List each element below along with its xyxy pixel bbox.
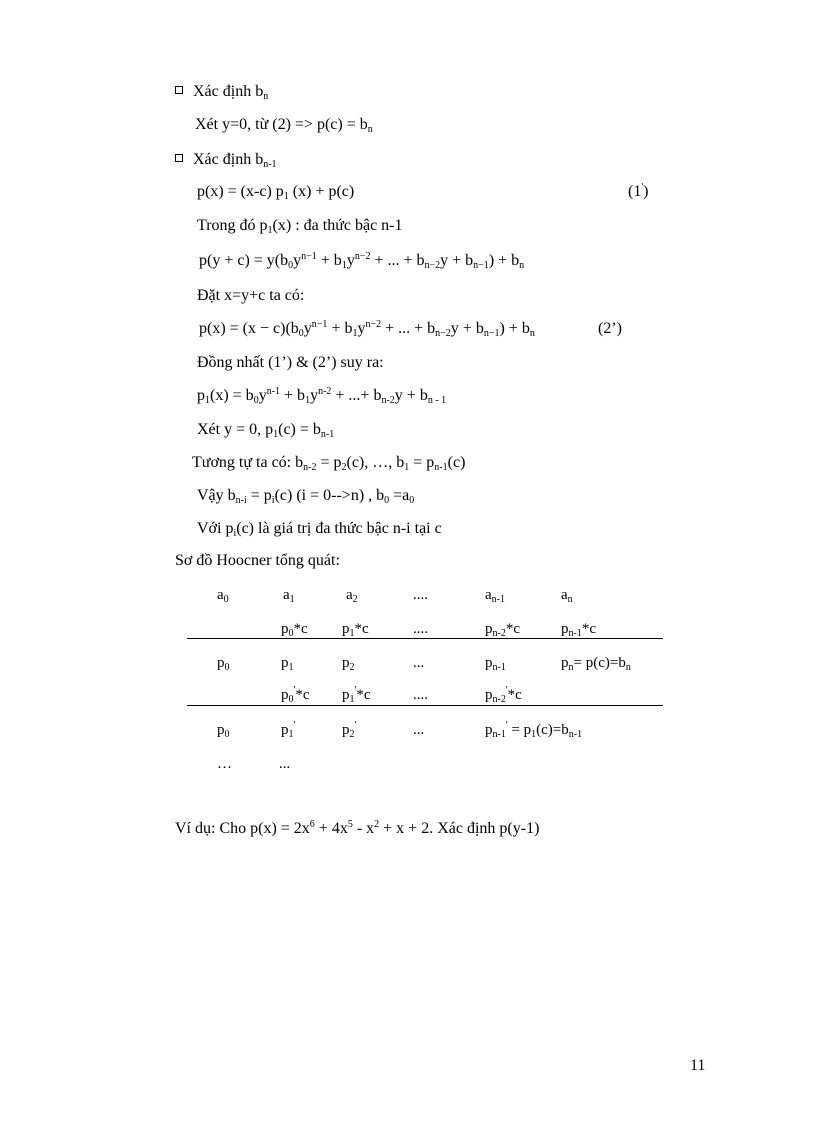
equation-p1: $p_1(x) = b_0y^{n-1} + b_1y^{n-2}$ + ...+ $b_{n-2}y + b_{n - 1}$	[197, 386, 447, 406]
line-substitution: Đặt x=y+c ta có:	[197, 287, 305, 304]
line-therefore: Vậy $b_{n-i} = p_i(c) (i = 0-->n)$ , $b_0 =a_0$	[197, 487, 415, 506]
table-cell: $p_2'$	[342, 720, 357, 740]
table-cell: $p_0$	[217, 722, 230, 740]
table-cell: ...	[413, 655, 425, 671]
heading-determine-bn: Xác định $b_n$	[175, 84, 268, 100]
table-cell: $p_{n-2}*c$	[485, 621, 521, 639]
table-cell: $p_{n-1}*c$	[561, 621, 597, 639]
table-divider	[187, 705, 663, 706]
table-cell: $p_1*c$	[342, 621, 369, 639]
equation-2-prime: $p(x) = (x - c)(b_0y^{n-1} + b_1y^{n-2}$ + ... + $b_{n-2}y + b_{n-1}) + b_n$	[199, 319, 535, 339]
table-cell: $a_n$	[561, 587, 573, 605]
line-similarly: Tương tự ta có: $b_{n-2} = p_2(c)$, …, $b_1 = p_{n-1}(c)$	[192, 454, 466, 473]
table-cell: $p_1$	[281, 655, 294, 673]
table-cell: $a_2$	[346, 587, 358, 605]
line-with-pi: Với $p_i(c)$ là giá trị đa thức bậc n-i tại c	[197, 520, 442, 539]
table-cell: $p_0$	[217, 655, 230, 673]
table-cell: ....	[413, 587, 428, 603]
table-cell: $p_0'*c$	[281, 685, 310, 705]
equation-p-y-plus-c: $p(y + c) = y(b_0y^{n-1} + b_1y^{n-2}$ + ... + $b_{n-2}y + b_{n-1}) + b_n$	[199, 251, 525, 271]
line-identify: Đồng nhất (1’) & (2’) suy ra:	[197, 354, 384, 371]
table-cell: ...	[279, 756, 291, 772]
table-cell: $p_2$	[342, 655, 355, 673]
table-cell: $p_{n-1}$	[485, 655, 506, 673]
equation-1-prime: p(x) = (x-c) $p_1$ (x) + p(c)	[197, 183, 355, 202]
table-cell: ...	[413, 722, 425, 738]
table-cell: $p_n= p(c)=b_n$	[561, 655, 631, 673]
table-divider	[187, 638, 663, 639]
table-cell: ....	[413, 687, 428, 703]
table-cell: $a_1$	[283, 587, 295, 605]
table-cell: $p_1'*c$	[342, 685, 371, 705]
table-cell: $p_{n-1}' = p_1(c)=b_{n-1}$	[485, 720, 583, 740]
table-cell: $p_0*c$	[281, 621, 308, 639]
page-number: 11	[690, 1057, 706, 1074]
table-cell: $a_0$	[217, 587, 229, 605]
table-cell: …	[217, 756, 232, 772]
table-cell: $a_{n-1}$	[485, 587, 506, 605]
line-set-y-zero-2: Xét y = 0, $p_1(c) = b_{n-1}$	[197, 421, 335, 440]
table-cell: $p_1'$	[281, 720, 296, 740]
square-bullet-icon	[175, 86, 183, 94]
line-set-y-zero: Xét y=0, từ $(2) => p(c) = b_n$	[195, 116, 373, 135]
square-bullet-icon	[175, 154, 183, 162]
table-cell: $p_{n-2}'*c$	[485, 685, 522, 705]
equation-1-prime-tag: (1')	[628, 182, 649, 200]
heading-determine-bn-1: Xác định $b_{n-1}$	[175, 152, 277, 168]
horner-scheme-title: Sơ đồ Hoocner tổng quát:	[175, 552, 340, 569]
equation-2-prime-tag: (2’)	[598, 320, 622, 337]
line-where-p1: Trong đó $p_1(x)$ : đa thức bậc n-1	[197, 217, 403, 236]
table-cell: ....	[413, 621, 428, 637]
example-line: Ví dụ: Cho $p(x) = 2x^6 + 4x^5 - x^2 + x + 2$. Xác định p(y-1)	[175, 819, 540, 837]
